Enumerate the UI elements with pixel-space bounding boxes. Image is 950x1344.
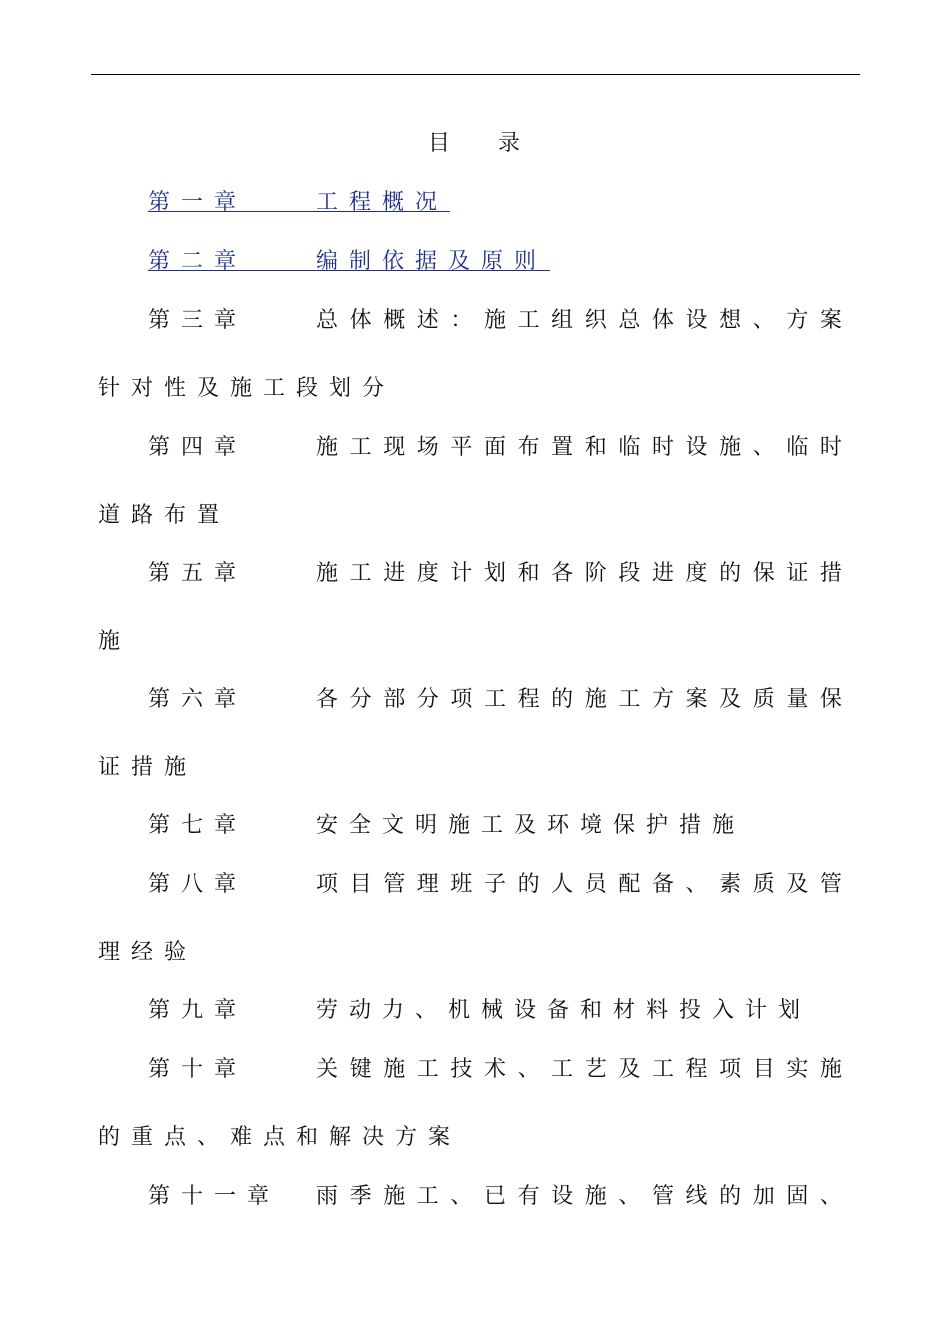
toc-entry-5-continuation bbox=[0, 624, 950, 658]
toc-chapter-title: 雨 季 施 工 、 已 有 设 施 、 管 线 的 加 固 、 bbox=[316, 1184, 842, 1209]
toc-entry-8 bbox=[0, 867, 950, 901]
toc-entry-3-continuation bbox=[0, 371, 950, 405]
toc-chapter-label: 第六章 bbox=[148, 687, 248, 712]
toc-chapter-label: 第十一章 bbox=[148, 1184, 281, 1209]
toc-chapter-label: 第五章 bbox=[148, 561, 248, 586]
toc-chapter-title: 总 体 概 述 ： 施 工 组 织 总 体 设 想 、 方 案 bbox=[316, 308, 842, 333]
toc-entry-2[interactable] bbox=[0, 244, 950, 278]
toc-entry-1[interactable] bbox=[0, 185, 950, 219]
toc-chapter-label: 第九章 bbox=[148, 998, 248, 1023]
toc-entry-10 bbox=[0, 1052, 950, 1086]
toc-chapter-title: 施 工 进 度 计 划 和 各 阶 段 进 度 的 保 证 措 bbox=[316, 561, 842, 586]
toc-entry-7 bbox=[0, 808, 950, 842]
toc-chapter-label: 第四章 bbox=[148, 435, 248, 460]
toc-entry-4-continuation bbox=[0, 498, 950, 532]
toc-continuation: 针对性及施工段划分 bbox=[98, 376, 396, 401]
toc-chapter-title: 各 分 部 分 项 工 程 的 施 工 方 案 及 质 量 保 bbox=[316, 687, 842, 712]
toc-entry-10-continuation bbox=[0, 1120, 950, 1154]
toc-chapter-label: 第八章 bbox=[148, 872, 248, 897]
toc-continuation: 施 bbox=[98, 629, 132, 654]
toc-chapter-title: 施 工 现 场 平 面 布 置 和 临 时 设 施 、 临 时 bbox=[316, 435, 842, 460]
toc-chapter-label: 第十章 bbox=[148, 1057, 248, 1082]
toc-chapter-label: 第三章 bbox=[148, 308, 248, 333]
toc-continuation: 理经验 bbox=[98, 940, 198, 965]
toc-continuation: 的重点、难点和解决方案 bbox=[98, 1125, 462, 1150]
toc-chapter-label: 第七章 bbox=[148, 813, 248, 838]
toc-chapter-title: 编制依据及原则 bbox=[316, 249, 548, 274]
toc-chapter-label: 第一章 bbox=[148, 190, 248, 215]
toc-entry-8-continuation bbox=[0, 935, 950, 969]
title-char-1: 目 bbox=[427, 131, 452, 156]
toc-entry-6-continuation bbox=[0, 750, 950, 784]
toc-entry-5 bbox=[0, 556, 950, 590]
toc-entry-3 bbox=[0, 303, 950, 337]
toc-entry-11 bbox=[0, 1179, 950, 1213]
page-title bbox=[0, 126, 950, 157]
toc-chapter-title: 工程概况 bbox=[316, 190, 449, 215]
toc-chapter-label: 第二章 bbox=[148, 249, 248, 274]
link-underline bbox=[148, 270, 550, 271]
toc-chapter-title: 关 键 施 工 技 术 、 工 艺 及 工 程 项 目 实 施 bbox=[316, 1057, 842, 1082]
toc-chapter-title: 项 目 管 理 班 子 的 人 员 配 备 、 素 质 及 管 bbox=[316, 872, 842, 897]
toc-chapter-title: 劳动力、机械设备和材料投入计划 bbox=[316, 998, 812, 1023]
toc-entry-6 bbox=[0, 682, 950, 716]
title-char-2: 录 bbox=[498, 131, 523, 156]
toc-entry-9 bbox=[0, 993, 950, 1027]
link-underline bbox=[148, 211, 450, 212]
header-rule bbox=[91, 74, 860, 75]
toc-chapter-title: 安全文明施工及环境保护措施 bbox=[316, 813, 746, 838]
toc-continuation: 证措施 bbox=[98, 755, 198, 780]
toc-continuation: 道路布置 bbox=[98, 503, 231, 528]
toc-entry-4 bbox=[0, 430, 950, 464]
